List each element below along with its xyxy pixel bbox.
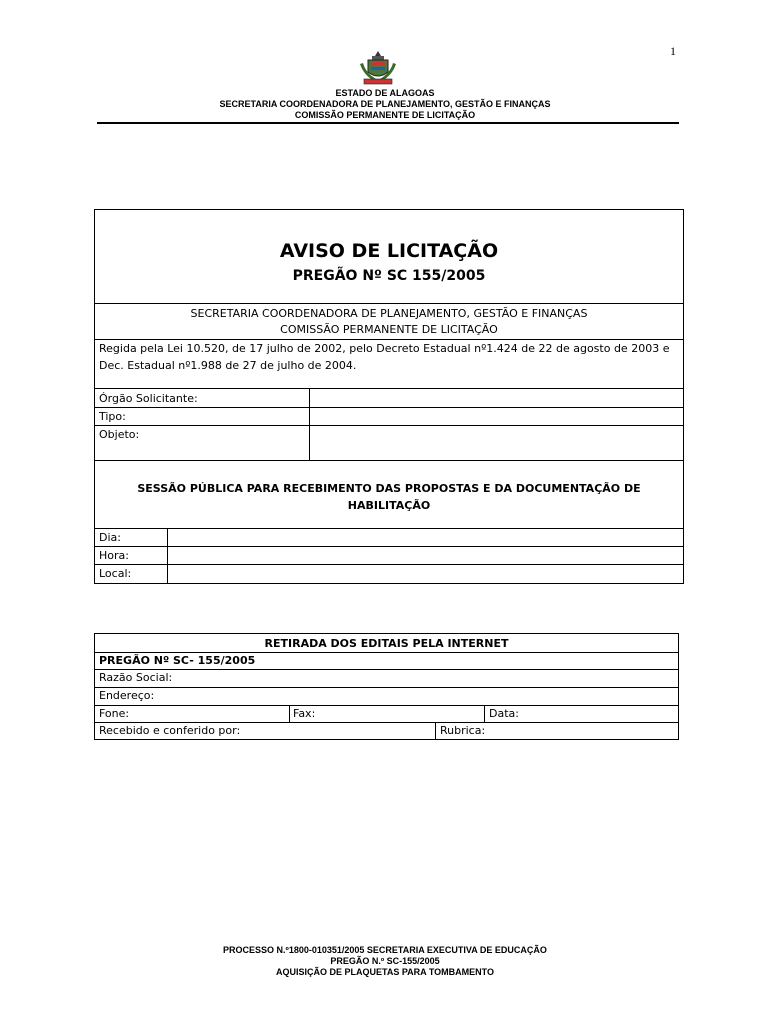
session-line-2: HABILITAÇÃO xyxy=(347,499,431,512)
endereco-label: Endereço: xyxy=(99,689,155,702)
withdrawal-title: RETIRADA DOS EDITAIS PELA INTERNET xyxy=(264,637,509,650)
column-divider xyxy=(167,528,168,583)
state-coat-of-arms-icon xyxy=(358,50,398,86)
law-line-1: Regida pela Lei 10.520, de 17 julho de 2002, pelo Decreto Estadual nº1.424 de 22 de agosto de 2003 e xyxy=(99,342,670,355)
divider xyxy=(95,425,683,426)
org-line-1: SECRETARIA COORDENADORA DE PLANEJAMENTO, GESTÃO E FINANÇAS xyxy=(190,307,588,320)
column-divider xyxy=(435,722,436,740)
notice-title: AVISO DE LICITAÇÃO xyxy=(279,240,499,262)
column-divider xyxy=(289,705,290,722)
razao-social-label: Razão Social: xyxy=(99,671,173,684)
column-divider xyxy=(309,388,310,460)
withdrawal-box xyxy=(94,633,679,740)
divider xyxy=(95,546,683,547)
notice-box xyxy=(94,209,684,584)
law-line-2: Dec. Estadual nº1.988 de 27 de julho de 2004. xyxy=(99,359,357,372)
header-state: ESTADO DE ALAGOAS xyxy=(335,88,435,98)
data-label: Data: xyxy=(489,707,519,720)
dia-label: Dia: xyxy=(99,531,121,544)
recebido-label: Recebido e conferido por: xyxy=(99,724,241,737)
rubrica-label: Rubrica: xyxy=(440,724,486,737)
divider xyxy=(95,564,683,565)
objeto-label: Objeto: xyxy=(99,428,140,441)
local-label: Local: xyxy=(99,567,132,580)
divider xyxy=(95,303,683,304)
divider xyxy=(95,687,678,688)
footer-pregao: PREGÃO N.º SC-155/2005 xyxy=(330,956,440,966)
fone-label: Fone: xyxy=(99,707,130,720)
divider xyxy=(95,669,678,670)
divider xyxy=(95,705,678,706)
divider xyxy=(95,528,683,529)
hora-label: Hora: xyxy=(99,549,129,562)
page-number: 1 xyxy=(670,44,676,58)
header-secretariat: SECRETARIA COORDENADORA DE PLANEJAMENTO, GESTÃO E FINANÇAS xyxy=(219,99,551,109)
divider xyxy=(95,407,683,408)
header-commission: COMISSÃO PERMANENTE DE LICITAÇÃO xyxy=(294,110,476,120)
notice-subtitle: PREGÃO Nº SC 155/2005 xyxy=(292,268,486,284)
footer-process: PROCESSO N.º1800-010351/2005 SECRETARIA EXECUTIVA DE EDUCAÇÃO xyxy=(223,945,547,955)
divider xyxy=(95,388,683,389)
footer-subject: AQUISIÇÃO DE PLAQUETAS PARA TOMBAMENTO xyxy=(275,967,494,977)
orgao-label: Órgão Solicitante: xyxy=(99,392,198,405)
org-line-2: COMISSÃO PERMANENTE DE LICITAÇÃO xyxy=(280,323,498,336)
session-line-1: SESSÃO PÚBLICA PARA RECEBIMENTO DAS PROPOSTAS E DA DOCUMENTAÇÃO DE xyxy=(137,482,641,495)
tipo-label: Tipo: xyxy=(99,410,126,423)
withdrawal-pregao: PREGÃO Nº SC- 155/2005 xyxy=(99,654,256,667)
fax-label: Fax: xyxy=(293,707,316,720)
divider xyxy=(95,339,683,340)
column-divider xyxy=(484,705,485,722)
divider xyxy=(95,460,683,461)
header-divider xyxy=(97,122,679,124)
